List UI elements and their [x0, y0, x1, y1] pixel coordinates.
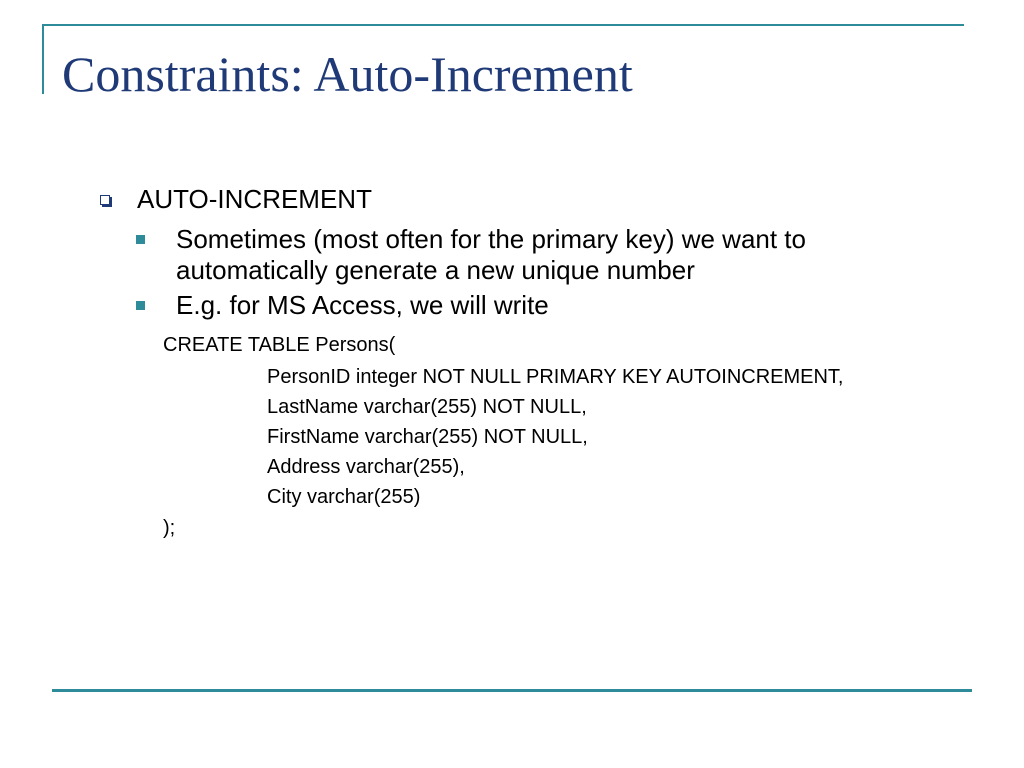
top-border-line	[42, 24, 964, 26]
code-line-city: City varchar(255)	[267, 486, 421, 508]
sub-bullet-text: E.g. for MS Access, we will write	[176, 290, 549, 320]
code-line-create-table: CREATE TABLE Persons(	[163, 334, 396, 356]
filled-square-bullet-icon	[136, 235, 145, 244]
code-line-close: );	[163, 517, 176, 539]
bullet-text: AUTO-INCREMENT	[137, 184, 372, 214]
square-outline-bullet-icon	[100, 195, 110, 205]
filled-square-bullet-icon	[136, 301, 145, 310]
sub-bullet-text: Sometimes (most often for the primary key) we want to automatically generate a new unique number	[176, 224, 806, 285]
code-line-last-name: LastName varchar(255) NOT NULL,	[267, 396, 587, 418]
code-line-person-id: PersonID integer NOT NULL PRIMARY KEY AUTOINCREMENT,	[267, 366, 844, 388]
slide-title: Constraints: Auto-Increment	[62, 46, 633, 102]
code-line-address: Address varchar(255),	[267, 456, 465, 478]
code-line-first-name: FirstName varchar(255) NOT NULL,	[267, 426, 588, 448]
left-border-line	[42, 24, 44, 94]
bottom-border-line	[52, 689, 972, 692]
